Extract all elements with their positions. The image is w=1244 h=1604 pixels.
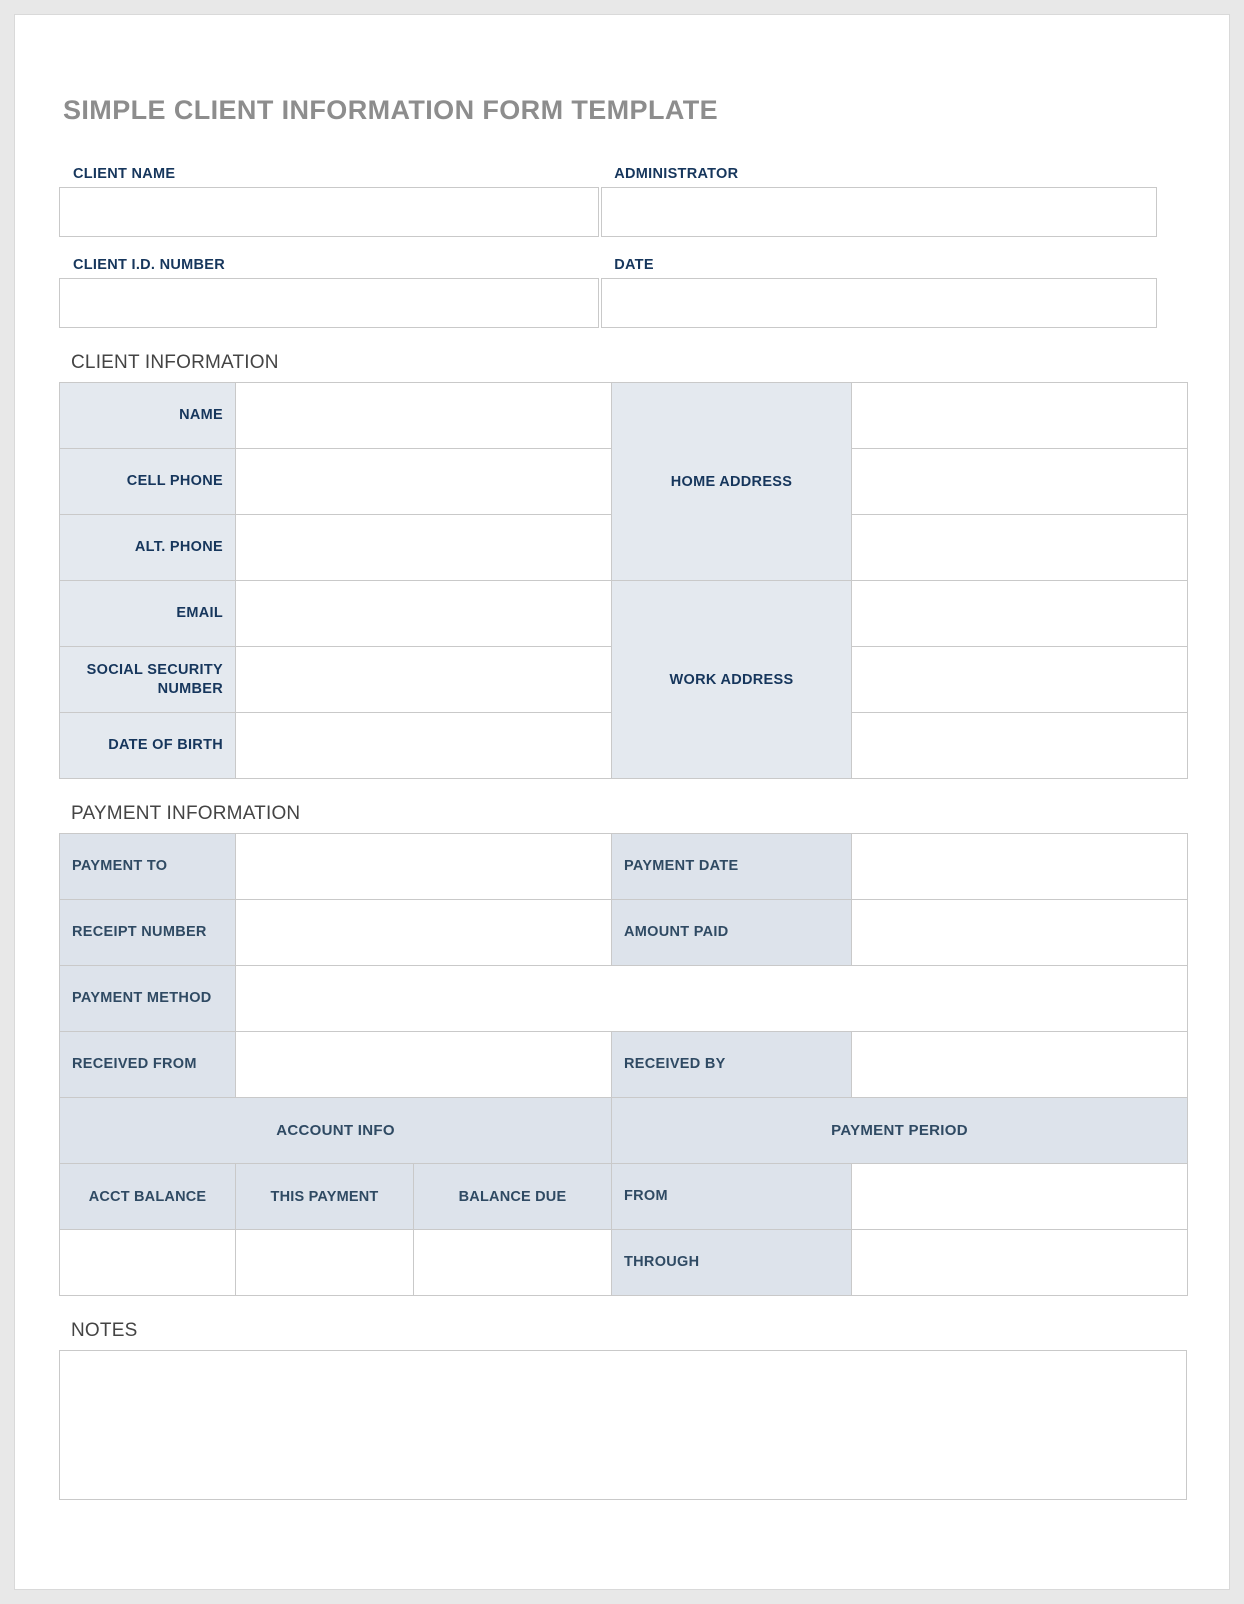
table-row (60, 966, 1188, 1032)
payment-date-input[interactable] (852, 834, 1188, 900)
client-information-section-title: CLIENT INFORMATION (71, 352, 279, 373)
payment-information-table (59, 833, 1188, 1296)
header-label-row-2 (59, 257, 1157, 278)
administrator-label: ADMINISTRATOR (614, 166, 739, 182)
table-row (60, 1230, 1188, 1296)
received-by-label: RECEIVED BY (612, 1032, 852, 1098)
table-row (60, 834, 1188, 900)
payment-method-input[interactable] (236, 966, 1188, 1032)
page-title: SIMPLE CLIENT INFORMATION FORM TEMPLATE (63, 95, 719, 125)
notes-input[interactable] (59, 1350, 1187, 1500)
payment-date-label: PAYMENT DATE (612, 834, 852, 900)
form-sheet (14, 14, 1230, 1590)
client-information-table (59, 382, 1188, 779)
home-address-input-1[interactable] (852, 383, 1188, 449)
received-from-input[interactable] (236, 1032, 612, 1098)
cell-phone-input[interactable] (236, 449, 612, 515)
receipt-number-input[interactable] (236, 900, 612, 966)
payment-information-section-title: PAYMENT INFORMATION (71, 803, 301, 824)
name-label: NAME (60, 383, 236, 449)
table-row (60, 1164, 1188, 1230)
email-label: EMAIL (60, 581, 236, 647)
payment-to-label: PAYMENT TO (60, 834, 236, 900)
work-address-input-1[interactable] (852, 581, 1188, 647)
client-id-label: CLIENT I.D. NUMBER (73, 257, 226, 273)
payment-period-header: PAYMENT PERIOD (612, 1098, 1188, 1164)
from-input[interactable] (852, 1164, 1188, 1230)
header-label-row-1 (59, 166, 1157, 187)
receipt-number-label: RECEIPT NUMBER (60, 900, 236, 966)
ssn-label: SOCIAL SECURITY NUMBER (60, 647, 236, 713)
date-label: DATE (614, 257, 654, 273)
table-row (60, 1098, 1188, 1164)
acct-balance-label: ACCT BALANCE (60, 1164, 236, 1230)
work-address-input-2[interactable] (852, 647, 1188, 713)
this-payment-input[interactable] (236, 1230, 414, 1296)
client-id-input[interactable] (59, 278, 599, 328)
home-address-input-3[interactable] (852, 515, 1188, 581)
date-of-birth-label: DATE OF BIRTH (60, 713, 236, 779)
amount-paid-label: AMOUNT PAID (612, 900, 852, 966)
name-input[interactable] (236, 383, 612, 449)
balance-due-input[interactable] (414, 1230, 612, 1296)
client-information-table-wrap (59, 382, 1157, 779)
work-address-input-3[interactable] (852, 713, 1188, 779)
home-address-label: HOME ADDRESS (612, 383, 852, 581)
header-field-row-2 (59, 278, 1157, 328)
ssn-input[interactable] (236, 647, 612, 713)
alt-phone-input[interactable] (236, 515, 612, 581)
acct-balance-input[interactable] (60, 1230, 236, 1296)
email-input[interactable] (236, 581, 612, 647)
notes-section-title: NOTES (71, 1320, 138, 1341)
table-row (60, 900, 1188, 966)
date-input[interactable] (601, 278, 1157, 328)
cell-phone-label: CELL PHONE (60, 449, 236, 515)
work-address-label: WORK ADDRESS (612, 581, 852, 779)
payment-to-input[interactable] (236, 834, 612, 900)
from-label: FROM (612, 1164, 852, 1230)
payment-method-label: PAYMENT METHOD (60, 966, 236, 1032)
through-label: THROUGH (612, 1230, 852, 1296)
client-name-input[interactable] (59, 187, 599, 237)
alt-phone-label: ALT. PHONE (60, 515, 236, 581)
home-address-input-2[interactable] (852, 449, 1188, 515)
administrator-input[interactable] (601, 187, 1157, 237)
account-info-header: ACCOUNT INFO (60, 1098, 612, 1164)
received-from-label: RECEIVED FROM (60, 1032, 236, 1098)
balance-due-label: BALANCE DUE (414, 1164, 612, 1230)
header-field-row-1 (59, 187, 1157, 237)
table-row (60, 581, 1188, 647)
amount-paid-input[interactable] (852, 900, 1188, 966)
client-name-label: CLIENT NAME (73, 166, 176, 182)
table-row (60, 383, 1188, 449)
date-of-birth-input[interactable] (236, 713, 612, 779)
through-input[interactable] (852, 1230, 1188, 1296)
table-row (60, 1032, 1188, 1098)
this-payment-label: THIS PAYMENT (236, 1164, 414, 1230)
payment-information-table-wrap (59, 833, 1157, 1296)
received-by-input[interactable] (852, 1032, 1188, 1098)
